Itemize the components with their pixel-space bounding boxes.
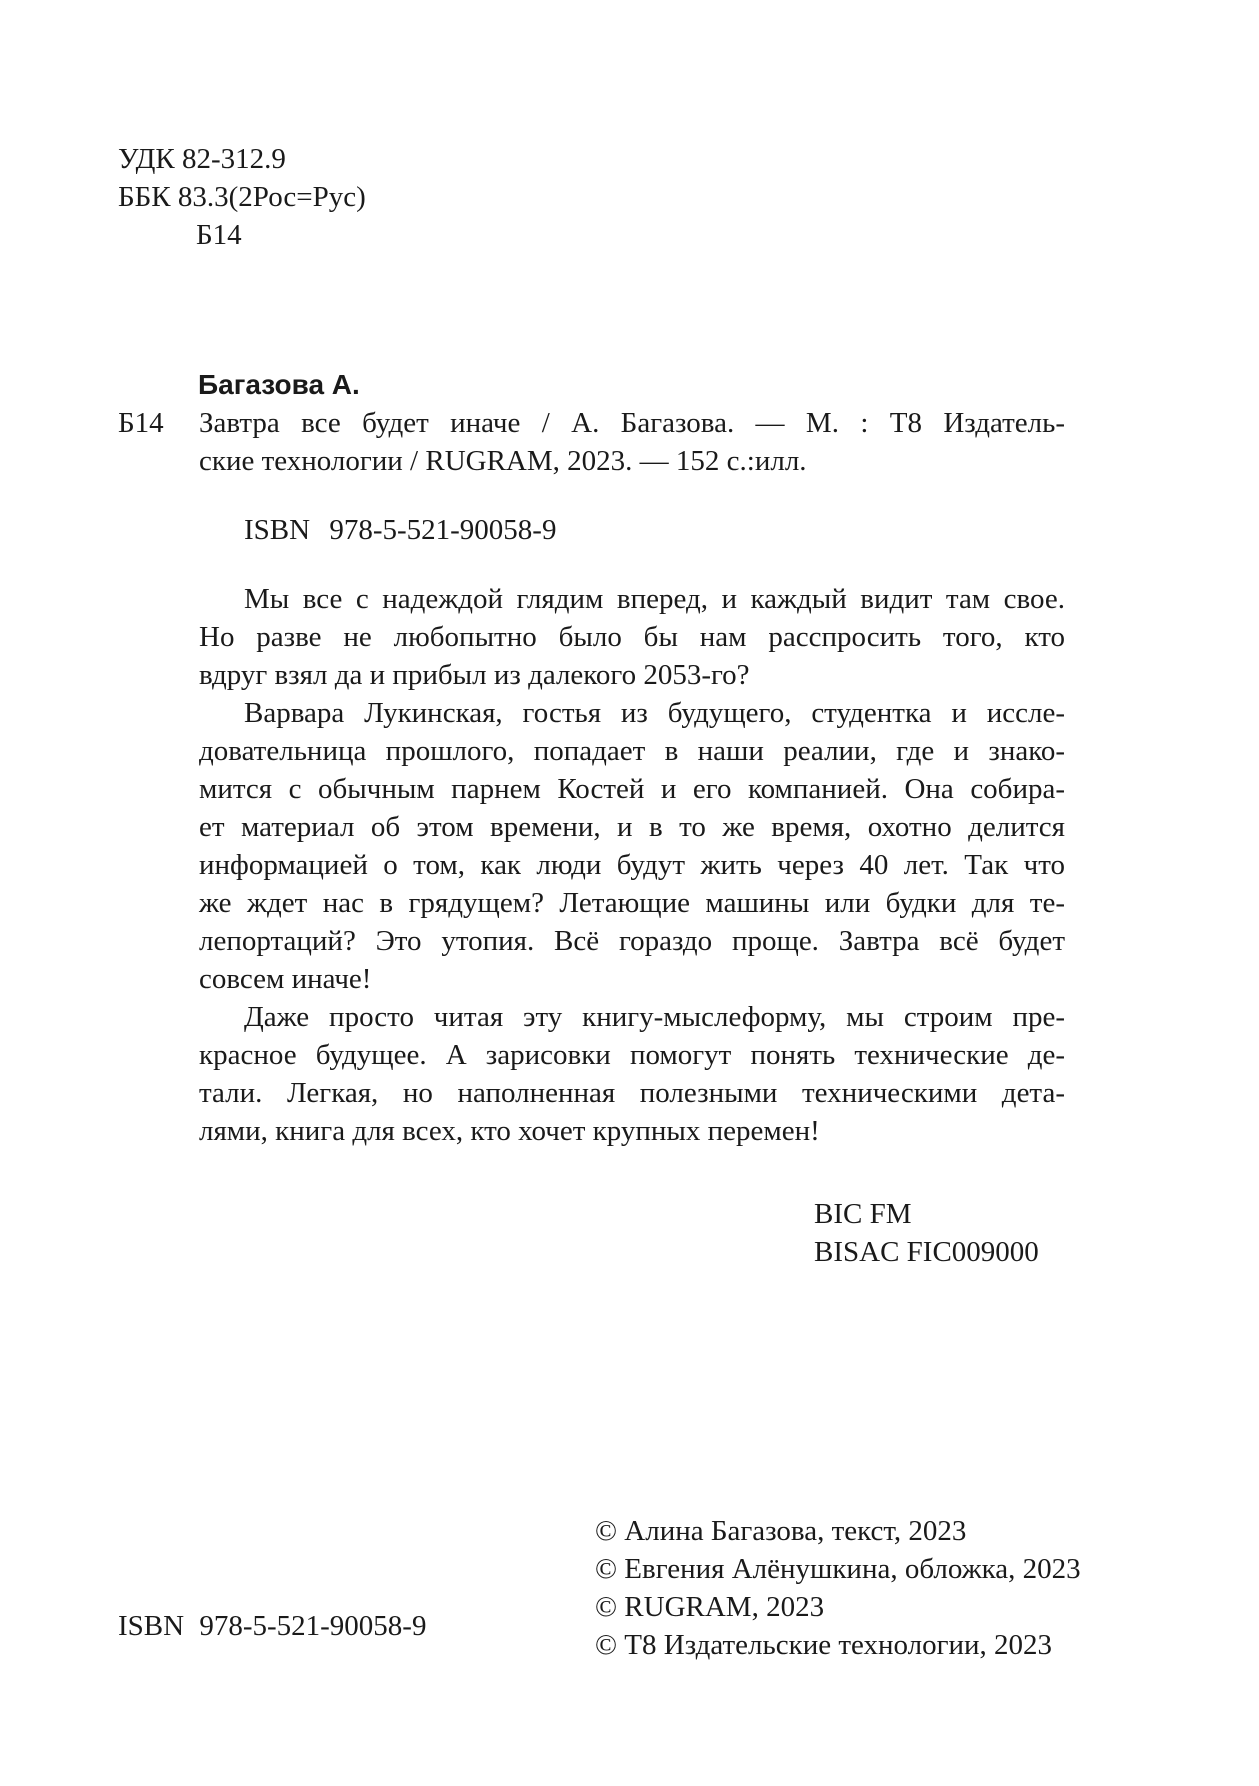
copyright-line: © Т8 Издательские технологии, 2023 — [595, 1629, 1053, 1661]
annotation-line: совсем иначе! — [199, 963, 372, 995]
copyright-line: © RUGRAM, 2023 — [595, 1591, 825, 1623]
annotation-line: красное будущее. А зарисовки помогут понять технические де- — [199, 1039, 1065, 1071]
annotation-line: Даже просто читая эту книгу-мыслеформу, мы строим пре- — [244, 1001, 1065, 1033]
annotation-line: лями, книга для всех, кто хочет крупных перемен! — [199, 1115, 820, 1147]
udk-code: УДК 82-312.9 — [118, 143, 286, 175]
annotation-line: Мы все с надеждой глядим вперед, и каждый видит там свое. — [244, 583, 1065, 615]
bisac-code: BISAC FIC009000 — [814, 1236, 1039, 1268]
annotation-line: лепортаций? Это утопия. Всё гораздо проще. Завтра всё будет — [199, 925, 1065, 957]
entry-isbn: ISBN 978-5-521-90058-9 — [244, 514, 557, 546]
author-heading: Багазова А. — [198, 369, 360, 400]
entry-author-mark: Б14 — [118, 407, 164, 439]
annotation-line: мится с обычным парнем Костей и его компанией. Она собира- — [199, 773, 1065, 805]
author-mark: Б14 — [196, 219, 242, 251]
footer-isbn: ISBN 978-5-521-90058-9 — [118, 1610, 427, 1642]
annotation — [199, 580, 1065, 1150]
bibliographic-description — [199, 404, 1065, 480]
bibliographic-line: ские технологии / RUGRAM, 2023. — 152 с.:илл. — [199, 445, 807, 477]
bbk-code: ББК 83.3(2Рос=Рус) — [118, 181, 366, 213]
subject-codes — [814, 1195, 1039, 1271]
annotation-line: же ждет нас в грядущем? Летающие машины или будки для те- — [199, 887, 1065, 919]
bic-code: BIC FM — [814, 1198, 912, 1230]
annotation-line: ет материал об этом времени, и в то же время, охотно делится — [199, 811, 1065, 843]
classification-block — [118, 140, 366, 254]
copyright-block — [595, 1512, 1081, 1664]
annotation-line: Варвара Лукинская, гостья из будущего, студентка и иссле- — [244, 697, 1065, 729]
copyright-line: © Алина Багазова, текст, 2023 — [595, 1515, 967, 1547]
annotation-line: вдруг взял да и прибыл из далекого 2053-го? — [199, 659, 750, 691]
copyright-line: © Евгения Алёнушкина, обложка, 2023 — [595, 1553, 1081, 1585]
annotation-line: довательница прошлого, попадает в наши реалии, где и знако- — [199, 735, 1065, 767]
annotation-line: Но разве не любопытно было бы нам расспросить того, кто — [199, 621, 1065, 653]
annotation-line: информацией о том, как люди будут жить через 40 лет. Так что — [199, 849, 1065, 881]
bibliographic-line: Завтра все будет иначе / А. Багазова. — М. : Т8 Издатель- — [199, 407, 1065, 439]
annotation-line: тали. Легкая, но наполненная полезными техническими дета- — [199, 1077, 1065, 1109]
